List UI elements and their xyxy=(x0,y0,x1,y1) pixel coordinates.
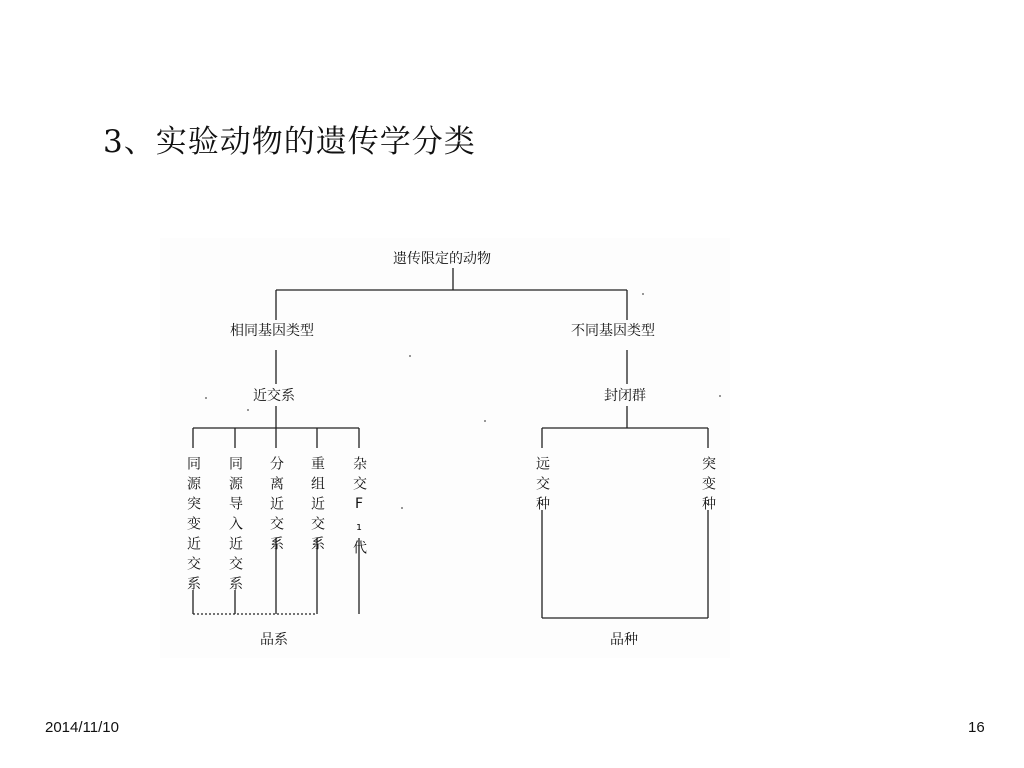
inbred-type-coisogenic: 同源突变近交系 xyxy=(185,456,201,596)
footer-date: 2014/11/10 xyxy=(45,719,119,736)
inbred-type-f1-hybrid: 杂交F₁代 xyxy=(351,456,367,560)
footer-page-number: 16 xyxy=(968,719,985,736)
genetic-classification-diagram xyxy=(160,238,730,658)
inbred-node: 近交系 xyxy=(253,388,295,404)
closed-colony-node: 封闭群 xyxy=(604,388,646,404)
root-node: 遗传限定的动物 xyxy=(393,251,491,267)
closed-type-outbred: 远交种 xyxy=(534,456,550,516)
diagram-connectors xyxy=(160,238,730,658)
inbred-type-congenic: 同源导入近交系 xyxy=(227,456,243,596)
strain-group-label: 品系 xyxy=(260,632,288,648)
closed-type-mutant: 突变种 xyxy=(700,456,716,516)
right-branch-node: 不同基因类型 xyxy=(571,323,655,339)
left-branch-node: 相同基因类型 xyxy=(230,323,314,339)
stock-group-label: 品种 xyxy=(610,632,638,648)
inbred-type-recombinant: 重组近交系 xyxy=(309,456,325,556)
inbred-type-segregating: 分离近交系 xyxy=(268,456,284,556)
slide-title: 3、实验动物的遗传学分类 xyxy=(103,124,476,160)
